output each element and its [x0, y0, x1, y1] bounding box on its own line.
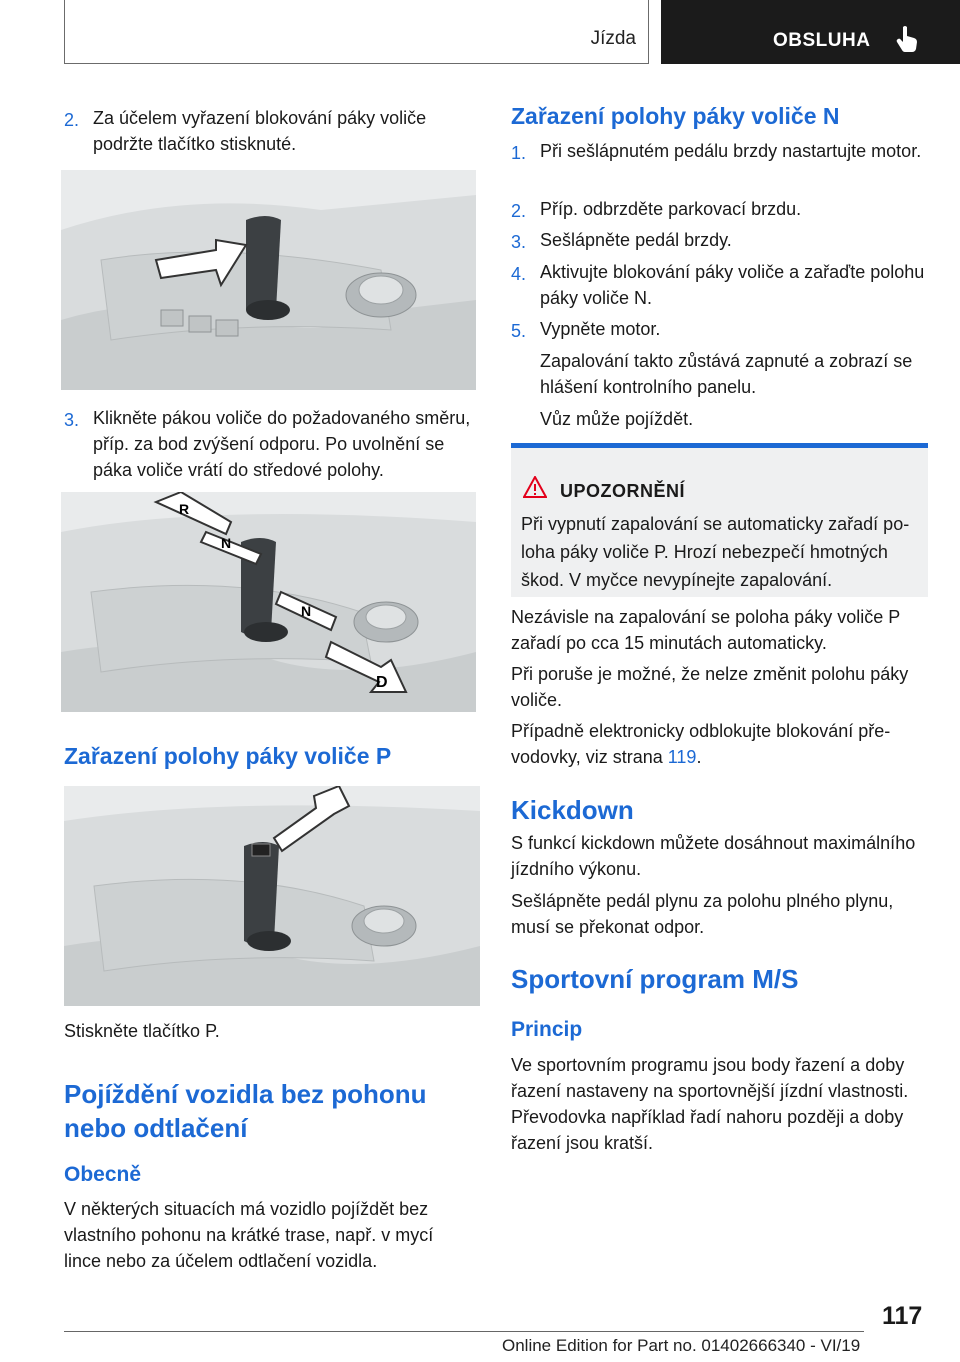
header-chapter-tab	[661, 0, 960, 64]
paragraph: Při poruše je možné, že nelze změnit polohu páky voliče.	[511, 664, 909, 710]
chapter-title: OBSLUHA	[773, 30, 871, 51]
step-number: 3.	[64, 410, 80, 430]
paragraph	[511, 718, 921, 770]
step-number: 1.	[511, 143, 527, 163]
step-note: Zapalování takto zůstává zapnuté a zobrazí se hlášení kontrolního panelu.	[540, 351, 913, 397]
warning-title: UPOZORNĚNÍ	[560, 481, 686, 501]
figure-p-button	[64, 786, 480, 1006]
paragraph: Ve sportovním programu jsou body řazení a doby řazení nastaveny na sportovnější jízdní vlastnosti. Převodovka například řadí nahoru později a doby řazení jsou kratší.	[511, 1055, 909, 1153]
step-text: Za účelem vyřazení blokování páky voliče podržte tlačítko stisknuté.	[93, 108, 427, 154]
step-note: Vůz může pojíždět.	[540, 409, 694, 429]
warning-triangle-icon	[523, 476, 547, 498]
paragraph: Nezávisle na zapalování se poloha páky voliče P zařadí po cca 15 minutách automaticky.	[511, 607, 900, 653]
paragraph: V některých situacích má vozidlo pojíždět bez vlastního pohonu na krátké trase, např. v mycí lince nebo za účelem odtlačení vozidla.	[64, 1199, 434, 1271]
step-text: Sešlápněte pedál brzdy.	[540, 230, 732, 250]
step-text: Příp. odbrzděte parkovací brzdu.	[540, 199, 802, 219]
instruction-text: Stiskněte tlačítko P.	[64, 1021, 220, 1041]
section-heading: Zařazení polohy páky voliče P	[64, 743, 392, 769]
step-text: Aktivujte blokování páky voliče a zařaďte polohu páky voliče N.	[540, 262, 925, 308]
paragraph: S funkcí kickdown můžete dosáhnout maximálního jízdního výkonu.	[511, 833, 916, 879]
direction-label: D	[376, 674, 388, 691]
step-number: 4.	[511, 264, 527, 284]
paragraph-end: .	[696, 747, 702, 767]
edition-label: Online Edition for Part no. 01402666340 - VI/19	[502, 1336, 861, 1355]
step-number: 3.	[511, 232, 527, 252]
figure-shift-directions	[61, 492, 476, 712]
step-text: Klikněte pákou voliče do požadovaného směru, příp. za bod zvýšení odporu. Po uvolnění se páka voliče vrátí do středové polohy.	[93, 408, 471, 480]
step-text: Vypněte motor.	[540, 319, 661, 339]
page-number: 117	[882, 1302, 923, 1330]
direction-label: N	[221, 535, 232, 551]
warning-box	[511, 443, 928, 597]
paragraph-text: Případně elektronicky odblokujte blokování převodovky, viz strana	[511, 721, 891, 767]
header-left-box	[64, 0, 649, 64]
subsection-heading: Obecně	[64, 1163, 142, 1186]
hand-pointer-icon	[896, 25, 918, 53]
step-number: 5.	[511, 321, 527, 341]
step-number: 2.	[511, 201, 527, 221]
direction-label: N	[301, 603, 312, 619]
subsection-heading: Princip	[511, 1018, 583, 1041]
footer-divider	[64, 1331, 864, 1332]
section-heading: Zařazení polohy páky voliče N	[511, 103, 840, 129]
figure-unlock-button	[61, 170, 476, 390]
step-number: 2.	[64, 110, 80, 130]
section-heading: Sportovní program M/S	[511, 964, 799, 994]
section-heading: Pojíždění vozidla bez pohonu nebo odtlačení	[64, 1079, 427, 1143]
step-text: Při sešlápnutém pedálu brzdy nastartujte motor.	[540, 141, 922, 161]
direction-label: R	[179, 501, 190, 517]
warning-text: Při vypnutí zapalování se automaticky zařadí poloha páky voliče P. Hrozí nebezpečí hmotných škod. V myčce nevypínejte zapalování.	[521, 514, 910, 590]
section-title: Jízda	[590, 28, 636, 49]
page-link[interactable]: 119	[667, 747, 697, 767]
section-heading: Kickdown	[511, 795, 634, 825]
paragraph: Sešlápněte pedál plynu za polohu plného plynu, musí se překonat odpor.	[511, 891, 894, 937]
